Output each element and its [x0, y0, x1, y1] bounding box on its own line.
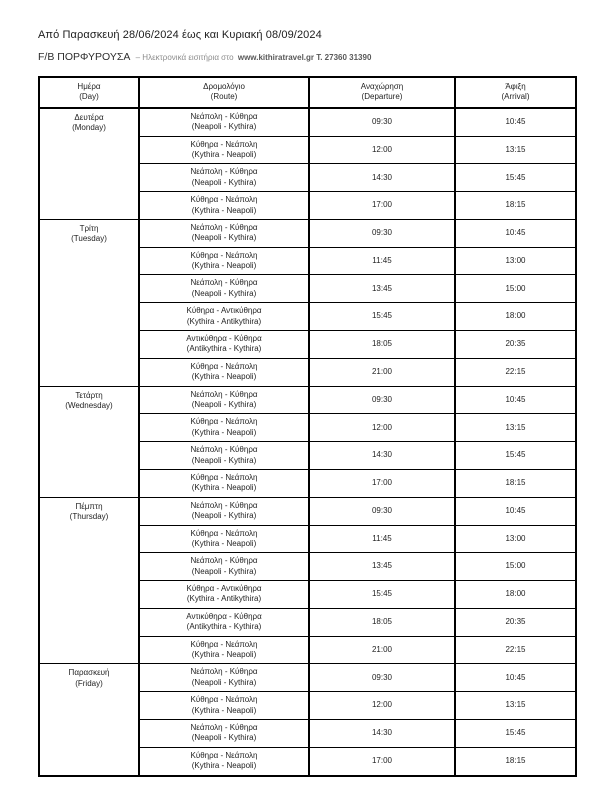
- route-el: Κύθηρα - Νεάπολη: [190, 639, 258, 649]
- departure-time: 12:00: [309, 692, 455, 720]
- arrival-time: 10:45: [455, 108, 576, 136]
- route-en: (Kythira - Neapoli): [191, 538, 257, 548]
- departure-time: 14:30: [309, 164, 455, 192]
- route-en: (Neapoli - Kythira): [191, 233, 257, 243]
- departure-time: 21:00: [309, 358, 455, 386]
- route-cell: [139, 164, 309, 192]
- route-en: (Kythira - Antikythira): [186, 316, 262, 326]
- day-name-en: (Monday): [72, 123, 106, 133]
- day-name-el: Τρίτη: [79, 223, 99, 233]
- trip-row: [39, 386, 576, 414]
- route-el: Νεάπολη - Κύθηρα: [190, 278, 258, 288]
- arrival-time: 20:35: [455, 331, 576, 359]
- route-cell: [139, 664, 309, 692]
- route-en: (Kythira - Neapoli): [191, 761, 257, 771]
- day-cell: [39, 219, 139, 386]
- route-en: (Kythira - Neapoli): [191, 483, 257, 493]
- trip-row: [39, 219, 576, 247]
- route-el: Νεάπολη - Κύθηρα: [190, 722, 258, 732]
- arrival-time: 13:15: [455, 414, 576, 442]
- route-en: (Kythira - Neapoli): [191, 427, 257, 437]
- route-el: Νεάπολη - Κύθηρα: [190, 222, 258, 232]
- route-en: (Kythira - Neapoli): [191, 650, 257, 660]
- route-en: (Antikythira - Kythira): [186, 344, 262, 354]
- route-cell: [139, 469, 309, 497]
- arrival-time: 10:45: [455, 219, 576, 247]
- header-day-el: Ημέρα: [77, 82, 101, 91]
- route-el: Κύθηρα - Αντικύθηρα: [186, 584, 262, 594]
- arrival-time: 13:15: [455, 136, 576, 164]
- route-cell: [139, 636, 309, 664]
- arrival-time: 10:45: [455, 664, 576, 692]
- arrival-time: 13:00: [455, 525, 576, 553]
- arrival-time: 15:00: [455, 275, 576, 303]
- header-arrival: [455, 77, 576, 108]
- route-cell: [139, 414, 309, 442]
- departure-time: 14:30: [309, 719, 455, 747]
- route-cell: [139, 192, 309, 220]
- route-cell: [139, 553, 309, 581]
- departure-time: 09:30: [309, 108, 455, 136]
- route-en: (Neapoli - Kythira): [191, 288, 257, 298]
- header-arrival-el: Άφιξη: [505, 82, 526, 91]
- route-cell: [139, 386, 309, 414]
- route-en: (Neapoli - Kythira): [191, 733, 257, 743]
- departure-time: 09:30: [309, 664, 455, 692]
- route-el: Κύθηρα - Νεάπολη: [190, 472, 258, 482]
- departure-time: 09:30: [309, 386, 455, 414]
- arrival-time: 15:45: [455, 442, 576, 470]
- header-departure-el: Αναχώρηση: [360, 82, 404, 91]
- route-cell: [139, 442, 309, 470]
- arrival-time: 10:45: [455, 497, 576, 525]
- departure-time: 17:00: [309, 469, 455, 497]
- subtitle-contact: www.kithiratravel.gr T. 27360 31390: [237, 53, 372, 62]
- trip-row: [39, 497, 576, 525]
- arrival-time: 18:00: [455, 581, 576, 609]
- arrival-time: 15:45: [455, 719, 576, 747]
- departure-time: 18:05: [309, 331, 455, 359]
- route-el: Κύθηρα - Νεάπολη: [190, 417, 258, 427]
- route-cell: [139, 275, 309, 303]
- arrival-time: 15:45: [455, 164, 576, 192]
- ferry-timetable: [38, 76, 577, 777]
- arrival-time: 18:15: [455, 192, 576, 220]
- header-route-el: Δρομολόγιο: [203, 82, 245, 91]
- day-cell: [39, 497, 139, 664]
- day-name-el: Παρασκευή: [68, 668, 110, 678]
- route-cell: [139, 247, 309, 275]
- route-en: (Neapoli - Kythira): [191, 177, 257, 187]
- subtitle-note: – Ηλεκτρονικά εισιτήρια στο: [135, 53, 234, 62]
- header-day-en: (Day): [79, 92, 99, 102]
- trip-row: [39, 664, 576, 692]
- departure-time: 14:30: [309, 442, 455, 470]
- route-en: (Neapoli - Kythira): [191, 122, 257, 132]
- departure-time: 12:00: [309, 414, 455, 442]
- route-en: (Neapoli - Kythira): [191, 511, 257, 521]
- departure-time: 13:45: [309, 275, 455, 303]
- day-name-en: (Tuesday): [71, 234, 107, 244]
- header-day: [39, 77, 139, 108]
- route-cell: [139, 219, 309, 247]
- route-cell: [139, 497, 309, 525]
- header-route: [139, 77, 309, 108]
- header-row: [39, 77, 576, 108]
- departure-time: 11:45: [309, 525, 455, 553]
- route-el: Κύθηρα - Νεάπολη: [190, 528, 258, 538]
- route-el: Κύθηρα - Νεάπολη: [190, 750, 258, 760]
- route-cell: [139, 108, 309, 136]
- departure-time: 11:45: [309, 247, 455, 275]
- departure-time: 09:30: [309, 219, 455, 247]
- departure-time: 13:45: [309, 553, 455, 581]
- day-cell: [39, 386, 139, 497]
- header-route-en: (Route): [210, 92, 238, 102]
- route-en: (Neapoli - Kythira): [191, 399, 257, 409]
- route-cell: [139, 358, 309, 386]
- arrival-time: 20:35: [455, 608, 576, 636]
- route-en: (Antikythira - Kythira): [186, 622, 262, 632]
- route-cell: [139, 719, 309, 747]
- route-el: Νεάπολη - Κύθηρα: [190, 111, 258, 121]
- route-cell: [139, 747, 309, 775]
- route-el: Νεάπολη - Κύθηρα: [190, 556, 258, 566]
- departure-time: 15:45: [309, 303, 455, 331]
- route-cell: [139, 581, 309, 609]
- route-en: (Kythira - Neapoli): [191, 205, 257, 215]
- route-en: (Kythira - Neapoli): [191, 261, 257, 271]
- trip-row: [39, 108, 576, 136]
- day-cell: [39, 108, 139, 220]
- header-arrival-en: (Arrival): [501, 92, 530, 102]
- date-range-title: Από Παρασκευή 28/06/2024 έως και Κυριακή 08/09/2024: [38, 29, 322, 41]
- day-cell: [39, 664, 139, 776]
- departure-time: 18:05: [309, 608, 455, 636]
- route-el: Κύθηρα - Νεάπολη: [190, 139, 258, 149]
- day-name-en: (Thursday): [69, 512, 109, 522]
- route-el: Νεάπολη - Κύθηρα: [190, 167, 258, 177]
- departure-time: 12:00: [309, 136, 455, 164]
- departure-time: 15:45: [309, 581, 455, 609]
- timetable-page: [38, 0, 575, 777]
- route-el: Νεάπολη - Κύθηρα: [190, 445, 258, 455]
- route-cell: [139, 525, 309, 553]
- route-el: Αντικύθηρα - Κύθηρα: [186, 334, 262, 344]
- route-cell: [139, 608, 309, 636]
- header-departure: [309, 77, 455, 108]
- route-en: (Neapoli - Kythira): [191, 566, 257, 576]
- departure-time: 17:00: [309, 747, 455, 775]
- route-en: (Kythira - Neapoli): [191, 372, 257, 382]
- ferry-name: F/B ΠΟΡΦΥΡΟΥΣΑ: [38, 51, 131, 63]
- arrival-time: 13:00: [455, 247, 576, 275]
- route-el: Κύθηρα - Νεάπολη: [190, 695, 258, 705]
- arrival-time: 13:15: [455, 692, 576, 720]
- route-en: (Kythira - Neapoli): [191, 705, 257, 715]
- day-name-el: Πέμπτη: [75, 501, 103, 511]
- arrival-time: 10:45: [455, 386, 576, 414]
- header-departure-en: (Departure): [361, 92, 403, 102]
- route-el: Κύθηρα - Αντικύθηρα: [186, 306, 262, 316]
- arrival-time: 22:15: [455, 636, 576, 664]
- route-en: (Kythira - Antikythira): [186, 594, 262, 604]
- departure-time: 17:00: [309, 192, 455, 220]
- route-en: (Neapoli - Kythira): [191, 455, 257, 465]
- day-name-en: (Friday): [75, 678, 103, 688]
- day-name-el: Τετάρτη: [75, 390, 103, 400]
- route-en: (Kythira - Neapoli): [191, 149, 257, 159]
- departure-time: 21:00: [309, 636, 455, 664]
- route-en: (Neapoli - Kythira): [191, 677, 257, 687]
- route-cell: [139, 331, 309, 359]
- route-el: Νεάπολη - Κύθηρα: [190, 667, 258, 677]
- route-el: Αντικύθηρα - Κύθηρα: [186, 611, 262, 621]
- route-el: Κύθηρα - Νεάπολη: [190, 250, 258, 260]
- day-name-en: (Wednesday): [65, 400, 113, 410]
- arrival-time: 18:00: [455, 303, 576, 331]
- route-cell: [139, 692, 309, 720]
- route-cell: [139, 136, 309, 164]
- route-el: Κύθηρα - Νεάπολη: [190, 361, 258, 371]
- arrival-time: 22:15: [455, 358, 576, 386]
- route-cell: [139, 303, 309, 331]
- arrival-time: 18:15: [455, 469, 576, 497]
- arrival-time: 18:15: [455, 747, 576, 775]
- ferry-subtitle: [38, 51, 575, 63]
- route-el: Νεάπολη - Κύθηρα: [190, 389, 258, 399]
- departure-time: 09:30: [309, 497, 455, 525]
- day-name-el: Δευτέρα: [74, 112, 104, 122]
- route-el: Κύθηρα - Νεάπολη: [190, 195, 258, 205]
- arrival-time: 15:00: [455, 553, 576, 581]
- route-el: Νεάπολη - Κύθηρα: [190, 500, 258, 510]
